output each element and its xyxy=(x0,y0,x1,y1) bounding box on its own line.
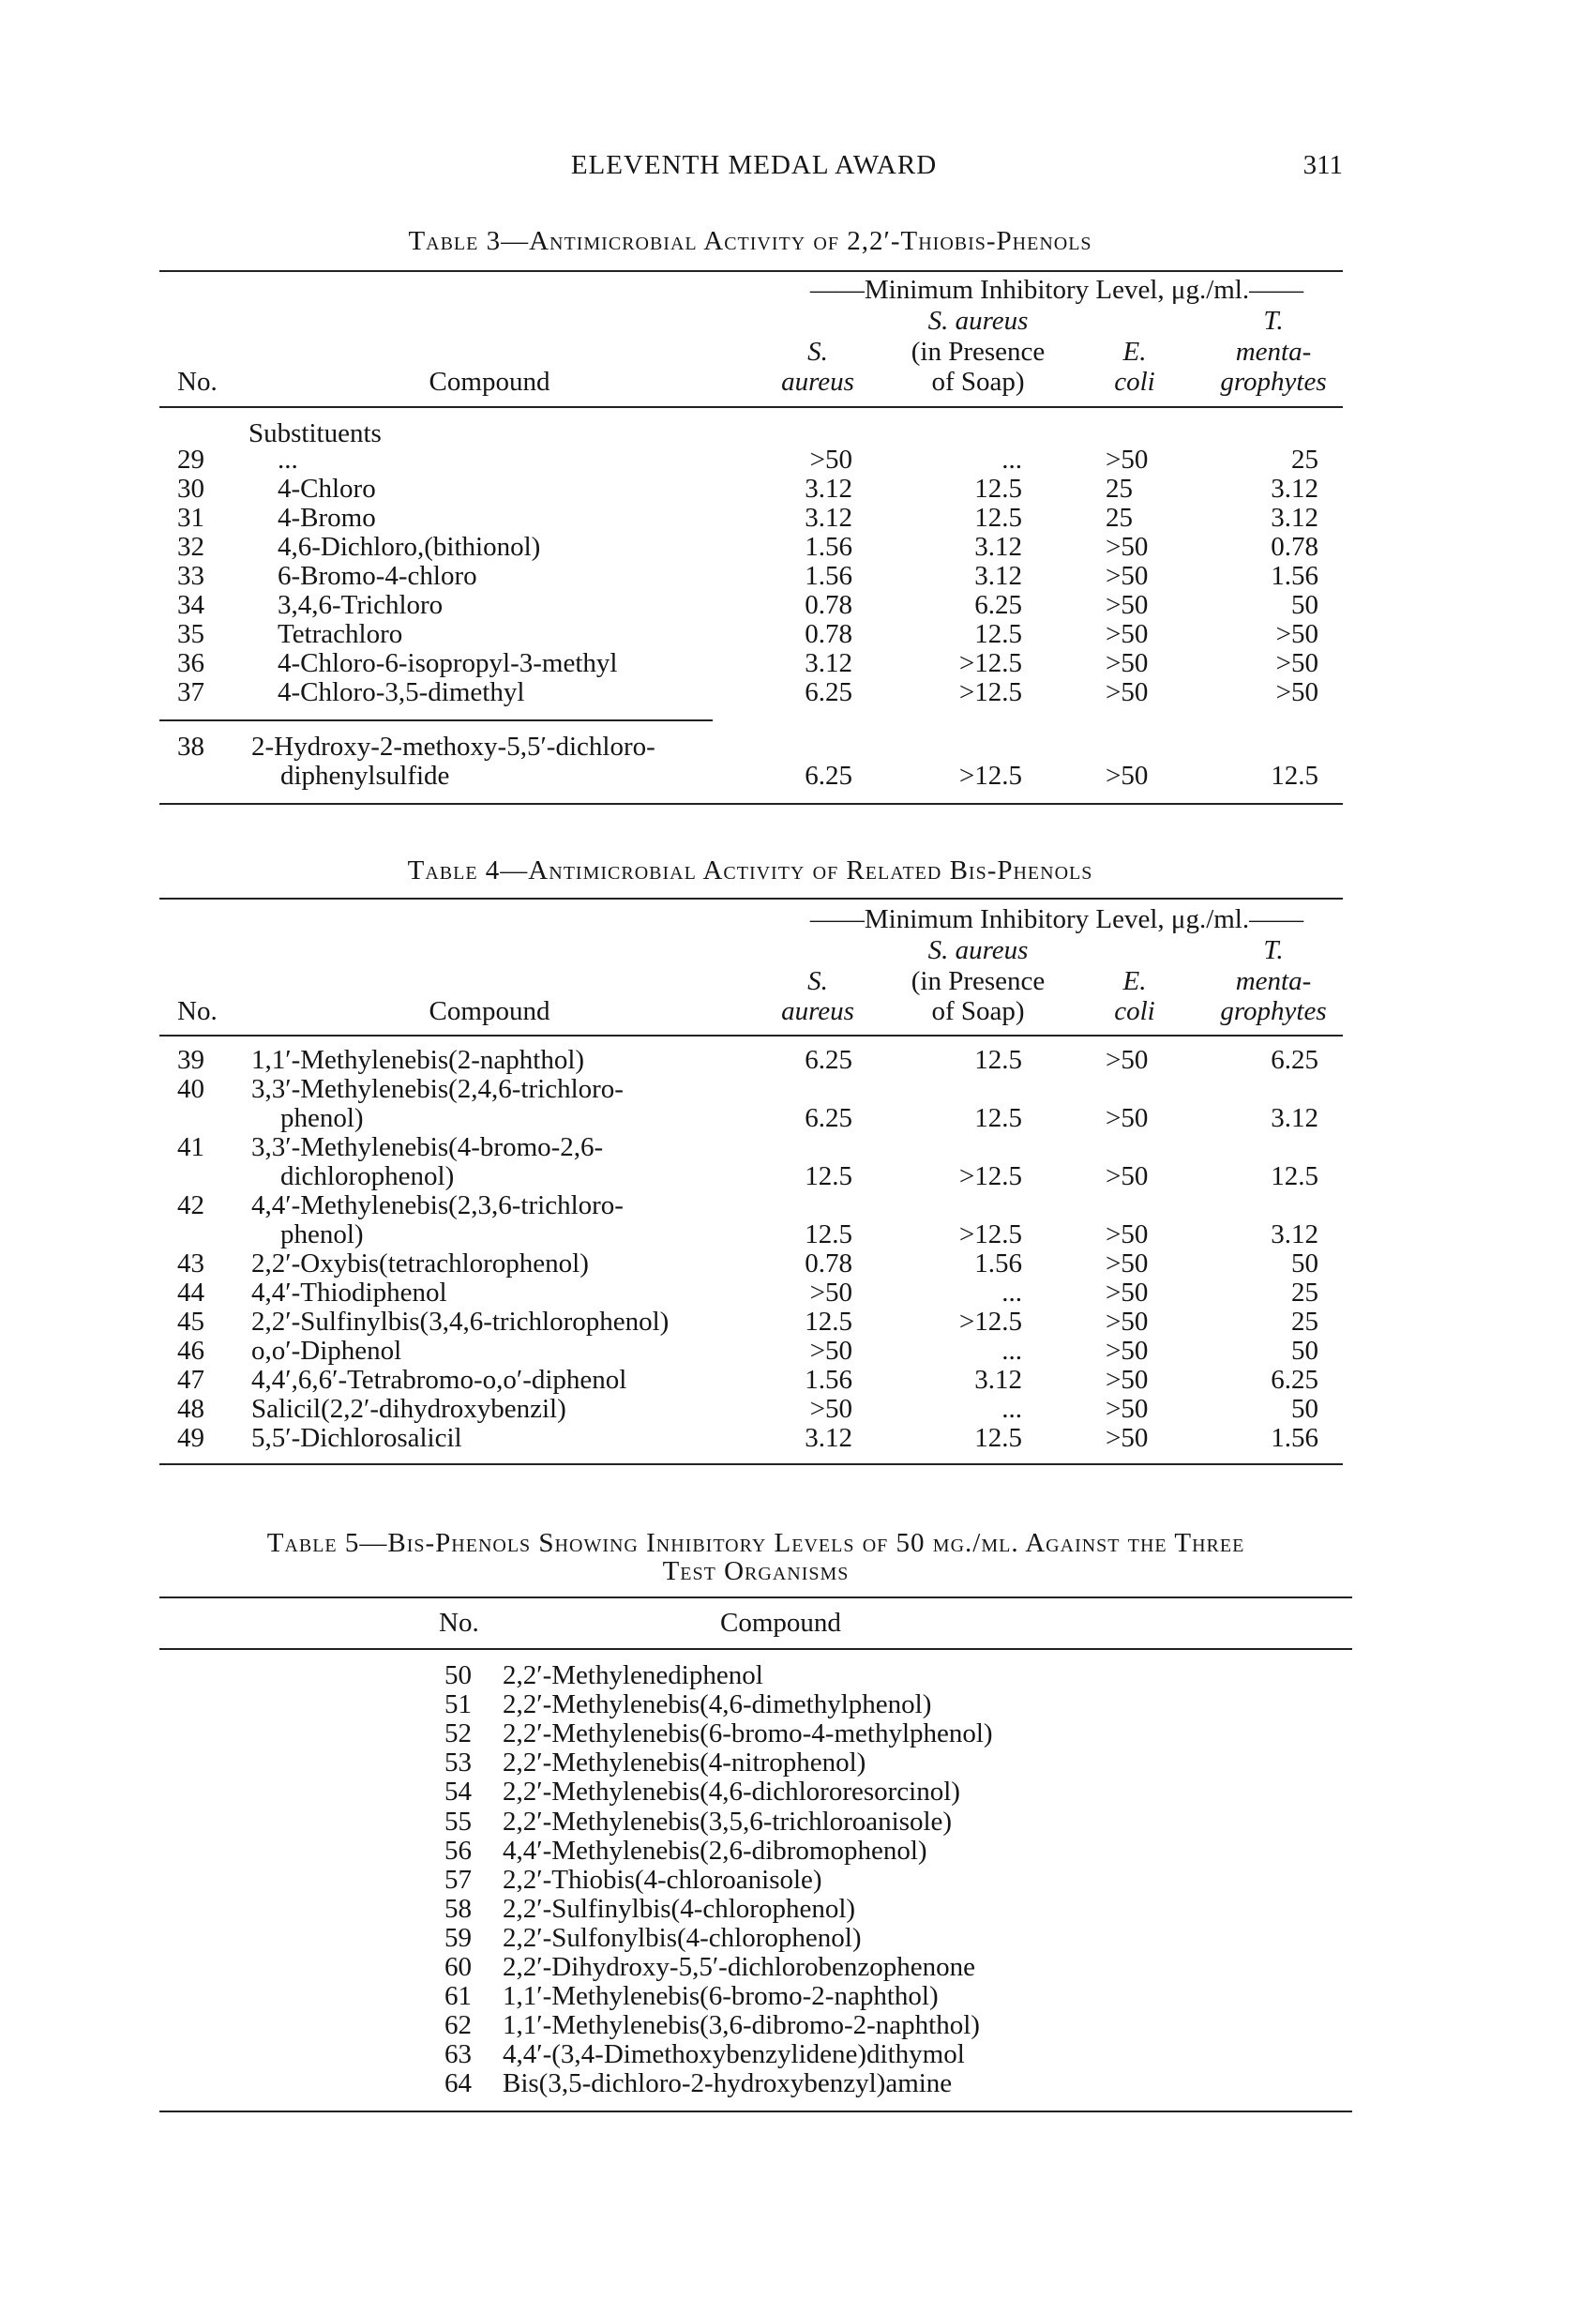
mic-value: >50 xyxy=(809,445,852,475)
mic-value: >50 xyxy=(1106,648,1149,678)
mic-value: 25 xyxy=(1106,474,1133,504)
mic-value: 50 xyxy=(1291,1394,1318,1424)
mic-value: >50 xyxy=(1106,1103,1149,1133)
row-number: 35 xyxy=(177,619,204,649)
mic-value: >50 xyxy=(1106,1307,1149,1337)
mic-value: 0.78 xyxy=(805,1248,852,1279)
mic-value: 3.12 xyxy=(805,474,852,504)
row-number: 42 xyxy=(177,1190,204,1220)
running-title: ELEVENTH MEDAL AWARD xyxy=(570,150,938,180)
row-number: 48 xyxy=(177,1394,204,1424)
row-number: 62 xyxy=(444,2010,472,2041)
header-t-mentagrophytes: menta- xyxy=(1235,966,1312,996)
mic-value: 3.12 xyxy=(805,1423,852,1453)
mic-value: 3.12 xyxy=(974,532,1022,562)
mic-value: 6.25 xyxy=(1271,1365,1318,1395)
row-number: 36 xyxy=(177,648,204,678)
mic-value: >12.5 xyxy=(958,1161,1022,1191)
compound-name: 2,2′-Methylenebis(4-nitrophenol) xyxy=(503,1748,866,1778)
table-rule xyxy=(159,1035,1343,1037)
mic-value: 50 xyxy=(1291,590,1318,620)
mic-value: >50 xyxy=(1106,1248,1149,1279)
mic-value: 1.56 xyxy=(974,1248,1022,1279)
compound-name: 4,4′-(3,4-Dimethoxybenzylidene)dithymol xyxy=(503,2039,965,2070)
row-number: 32 xyxy=(177,532,204,562)
mic-value: >50 xyxy=(1106,532,1149,562)
compound-name: 2,2′-Dihydroxy-5,5′-dichlorobenzophenone xyxy=(503,1952,975,1982)
row-number: 51 xyxy=(444,1689,472,1720)
mic-value: 12.5 xyxy=(974,1103,1022,1133)
mic-value: >50 xyxy=(1275,619,1318,649)
mic-value: >12.5 xyxy=(958,677,1022,707)
mic-value: 12.5 xyxy=(974,1045,1022,1075)
mic-value: 25 xyxy=(1106,503,1133,533)
compound-name: 6-Bromo-4-chloro xyxy=(278,561,477,591)
section-label: Substituents xyxy=(248,418,382,448)
mic-value: >50 xyxy=(1106,1336,1149,1366)
header-t-mentagrophytes: menta- xyxy=(1235,337,1312,367)
header-s-aureus-soap: of Soap) xyxy=(931,367,1025,397)
mic-value: 6.25 xyxy=(805,1045,852,1075)
table-caption: Table 3—Antimicrobial Activity of 2,2′-Thiobis-Phenols xyxy=(408,226,1092,256)
mic-value: >12.5 xyxy=(958,761,1022,791)
mic-value: 1.56 xyxy=(805,1365,852,1395)
row-number: 53 xyxy=(444,1748,472,1778)
compound-name: 4-Chloro-3,5-dimethyl xyxy=(278,677,525,707)
mic-value: 1.56 xyxy=(1271,561,1318,591)
mic-value: ... xyxy=(1001,1336,1022,1366)
row-number: 45 xyxy=(177,1307,204,1337)
row-number: 50 xyxy=(444,1660,472,1690)
table-caption: Table 4—Antimicrobial Activity of Related Bis-Phenols xyxy=(407,855,1093,885)
compound-name: Tetrachloro xyxy=(278,619,403,649)
row-number: 37 xyxy=(177,677,204,707)
table-rule xyxy=(159,1596,1352,1598)
compound-name: 2,2′-Methylenebis(4,6-dimethylphenol) xyxy=(503,1689,932,1720)
compound-name: 5,5′-Dichlorosalicil xyxy=(251,1423,462,1453)
table-caption: Test Organisms xyxy=(662,1556,850,1586)
compound-name: 4,4′-Methylenebis(2,3,6-trichloro- xyxy=(251,1190,624,1220)
mic-value: >50 xyxy=(1106,1365,1149,1395)
compound-name: Salicil(2,2′-dihydroxybenzil) xyxy=(251,1394,566,1424)
compound-name: 4,4′-Methylenebis(2,6-dibromophenol) xyxy=(503,1835,927,1866)
header-e-coli: E. xyxy=(1122,966,1147,996)
mic-value: >50 xyxy=(809,1278,852,1308)
mic-value: 12.5 xyxy=(974,619,1022,649)
mic-value: >50 xyxy=(1106,1161,1149,1191)
table-rule xyxy=(159,898,1343,900)
mic-value: 50 xyxy=(1291,1336,1318,1366)
row-number: 33 xyxy=(177,561,204,591)
mic-value: >50 xyxy=(1106,1045,1149,1075)
row-number: 49 xyxy=(177,1423,204,1453)
mic-value: 12.5 xyxy=(974,1423,1022,1453)
row-number: 34 xyxy=(177,590,204,620)
mic-value: >50 xyxy=(809,1336,852,1366)
mic-value: >50 xyxy=(1106,561,1149,591)
header-no: No. xyxy=(177,367,218,397)
header-s-aureus-soap: (in Presence xyxy=(911,966,1046,996)
header-e-coli: coli xyxy=(1114,996,1155,1026)
mic-value: >50 xyxy=(1275,648,1318,678)
header-compound: Compound xyxy=(429,996,550,1026)
row-number: 60 xyxy=(444,1952,472,1982)
table-rule xyxy=(159,406,1343,408)
mic-value: >12.5 xyxy=(958,648,1022,678)
mic-value: >50 xyxy=(1106,445,1149,475)
row-number: 31 xyxy=(177,503,204,533)
row-number: 29 xyxy=(177,445,204,475)
mic-value: 6.25 xyxy=(805,761,852,791)
header-no: No. xyxy=(439,1608,479,1638)
mic-value: >50 xyxy=(1106,590,1149,620)
compound-name: 4-Bromo xyxy=(278,503,376,533)
row-number: 47 xyxy=(177,1365,204,1395)
row-number: 44 xyxy=(177,1278,204,1308)
mic-value: 50 xyxy=(1291,1248,1318,1279)
header-s-aureus: aureus xyxy=(781,367,854,397)
mic-value: 12.5 xyxy=(974,503,1022,533)
mic-value: >50 xyxy=(1106,677,1149,707)
row-number: 40 xyxy=(177,1074,204,1104)
header-t-mentagrophytes: T. xyxy=(1263,306,1284,336)
compound-name: dichlorophenol) xyxy=(280,1161,455,1191)
mic-value: 3.12 xyxy=(1271,1219,1318,1249)
table-rule xyxy=(159,2111,1352,2112)
mic-value: 0.78 xyxy=(805,619,852,649)
compound-name: Bis(3,5-dichloro-2-hydroxybenzyl)amine xyxy=(503,2068,953,2099)
row-number: 39 xyxy=(177,1045,204,1075)
mic-value: 3.12 xyxy=(1271,503,1318,533)
header-no: No. xyxy=(177,996,218,1026)
compound-name: 2-Hydroxy-2-methoxy-5,5′-dichloro- xyxy=(251,732,655,762)
compound-name: 2,2′-Methylenebis(4,6-dichlororesorcinol) xyxy=(503,1777,960,1808)
compound-name: phenol) xyxy=(280,1103,364,1133)
compound-name: 2,2′-Thiobis(4-chloroanisole) xyxy=(503,1864,822,1895)
compound-name: 1,1′-Methylenebis(3,6-dibromo-2-naphthol) xyxy=(503,2010,980,2041)
mic-value: >50 xyxy=(1106,1278,1149,1308)
mic-value: >50 xyxy=(1275,677,1318,707)
mic-value: 6.25 xyxy=(805,677,852,707)
compound-name: 4-Chloro-6-isopropyl-3-methyl xyxy=(278,648,618,678)
compound-name: 2,2′-Sulfinylbis(4-chlorophenol) xyxy=(503,1893,856,1924)
compound-name: 2,2′-Sulfonylbis(4-chlorophenol) xyxy=(503,1922,862,1953)
compound-name: 2,2′-Oxybis(tetrachlorophenol) xyxy=(251,1248,589,1279)
row-number: 55 xyxy=(444,1806,472,1837)
mic-value: 0.78 xyxy=(805,590,852,620)
header-s-aureus: aureus xyxy=(781,996,854,1026)
row-number: 57 xyxy=(444,1864,472,1895)
header-s-aureus: S. xyxy=(807,337,828,367)
mic-value: 3.12 xyxy=(805,503,852,533)
mic-value: 25 xyxy=(1291,1307,1318,1337)
column-group-header: ——Minimum Inhibitory Level, μg./ml.—— xyxy=(809,904,1304,934)
mic-value: >50 xyxy=(1106,1423,1149,1453)
compound-name: 1,1′-Methylenebis(6-bromo-2-naphthol) xyxy=(503,1981,939,2012)
mic-value: 12.5 xyxy=(805,1219,852,1249)
compound-name: 2,2′-Methylenebis(6-bromo-4-methylphenol) xyxy=(503,1718,993,1749)
header-compound: Compound xyxy=(720,1608,841,1638)
header-e-coli: E. xyxy=(1122,337,1147,367)
table-rule xyxy=(159,803,1343,805)
header-s-aureus-soap: of Soap) xyxy=(931,996,1025,1026)
row-number: 43 xyxy=(177,1248,204,1279)
mic-value: >12.5 xyxy=(958,1219,1022,1249)
row-number: 56 xyxy=(444,1835,472,1866)
compound-name: 2,2′-Methylenediphenol xyxy=(503,1660,763,1690)
mic-value: >50 xyxy=(1106,619,1149,649)
table-rule xyxy=(159,270,1343,272)
header-s-aureus-soap: S. aureus xyxy=(927,306,1029,336)
mic-value: >50 xyxy=(1106,1394,1149,1424)
compound-name: 2,2′-Methylenebis(3,5,6-trichloroanisole) xyxy=(503,1806,953,1837)
mic-value: 3.12 xyxy=(974,561,1022,591)
mic-value: 6.25 xyxy=(1271,1045,1318,1075)
header-s-aureus: S. xyxy=(807,966,828,996)
mic-value: >50 xyxy=(1106,761,1149,791)
mic-value: 0.78 xyxy=(1271,532,1318,562)
compound-name: phenol) xyxy=(280,1219,364,1249)
header-e-coli: coli xyxy=(1114,367,1155,397)
mic-value: 12.5 xyxy=(974,474,1022,504)
mic-value: 6.25 xyxy=(805,1103,852,1133)
compound-name: 3,3′-Methylenebis(2,4,6-trichloro- xyxy=(251,1074,624,1104)
compound-name: 3,3′-Methylenebis(4-bromo-2,6- xyxy=(251,1132,604,1162)
row-number: 52 xyxy=(444,1718,472,1749)
mic-value: 1.56 xyxy=(805,532,852,562)
mic-value: 3.12 xyxy=(805,648,852,678)
header-s-aureus-soap: S. aureus xyxy=(927,935,1029,965)
table-caption: Table 5—Bis-Phenols Showing Inhibitory Levels of 50 μg./ml. Against the Three xyxy=(266,1528,1245,1558)
row-number: 41 xyxy=(177,1132,204,1162)
compound-name: ... xyxy=(278,445,298,475)
row-number: 61 xyxy=(444,1981,472,2012)
table-rule xyxy=(159,1648,1352,1650)
header-t-mentagrophytes: T. xyxy=(1263,935,1284,965)
compound-name: 2,2′-Sulfinylbis(3,4,6-trichlorophenol) xyxy=(251,1307,670,1337)
row-number: 30 xyxy=(177,474,204,504)
row-number: 58 xyxy=(444,1893,472,1924)
row-number: 46 xyxy=(177,1336,204,1366)
row-number: 64 xyxy=(444,2068,472,2099)
header-t-mentagrophytes: grophytes xyxy=(1220,996,1327,1026)
mic-value: 12.5 xyxy=(805,1161,852,1191)
compound-name: 4,4′-Thiodiphenol xyxy=(251,1278,447,1308)
row-number: 38 xyxy=(177,732,204,762)
mic-value: >12.5 xyxy=(958,1307,1022,1337)
mic-value: 1.56 xyxy=(805,561,852,591)
mic-value: 3.12 xyxy=(1271,474,1318,504)
table-rule xyxy=(159,719,713,721)
row-number: 54 xyxy=(444,1777,472,1808)
page-number: 311 xyxy=(1302,150,1343,180)
mic-value: 12.5 xyxy=(1271,761,1318,791)
header-t-mentagrophytes: grophytes xyxy=(1220,367,1327,397)
compound-name: 3,4,6-Trichloro xyxy=(278,590,444,620)
compound-name: 4,6-Dichloro,(bithionol) xyxy=(278,532,541,562)
header-s-aureus-soap: (in Presence xyxy=(911,337,1046,367)
mic-value: ... xyxy=(1001,1394,1022,1424)
row-number: 59 xyxy=(444,1922,472,1953)
mic-value: 6.25 xyxy=(974,590,1022,620)
compound-name: diphenylsulfide xyxy=(280,761,450,791)
mic-value: 12.5 xyxy=(805,1307,852,1337)
mic-value: 25 xyxy=(1291,445,1318,475)
column-group-header: ——Minimum Inhibitory Level, μg./ml.—— xyxy=(809,275,1304,305)
row-number: 63 xyxy=(444,2039,472,2070)
table-rule xyxy=(159,1463,1343,1465)
mic-value: >50 xyxy=(809,1394,852,1424)
compound-name: o,o′-Diphenol xyxy=(251,1336,402,1366)
mic-value: 1.56 xyxy=(1271,1423,1318,1453)
mic-value: 3.12 xyxy=(974,1365,1022,1395)
mic-value: 3.12 xyxy=(1271,1103,1318,1133)
compound-name: 4,4′,6,6′-Tetrabromo-o,o′-diphenol xyxy=(251,1365,627,1395)
compound-name: 4-Chloro xyxy=(278,474,376,504)
header-compound: Compound xyxy=(429,367,550,397)
mic-value: ... xyxy=(1001,445,1022,475)
mic-value: >50 xyxy=(1106,1219,1149,1249)
compound-name: 1,1′-Methylenebis(2-naphthol) xyxy=(251,1045,585,1075)
mic-value: 12.5 xyxy=(1271,1161,1318,1191)
mic-value: ... xyxy=(1001,1278,1022,1308)
mic-value: 25 xyxy=(1291,1278,1318,1308)
